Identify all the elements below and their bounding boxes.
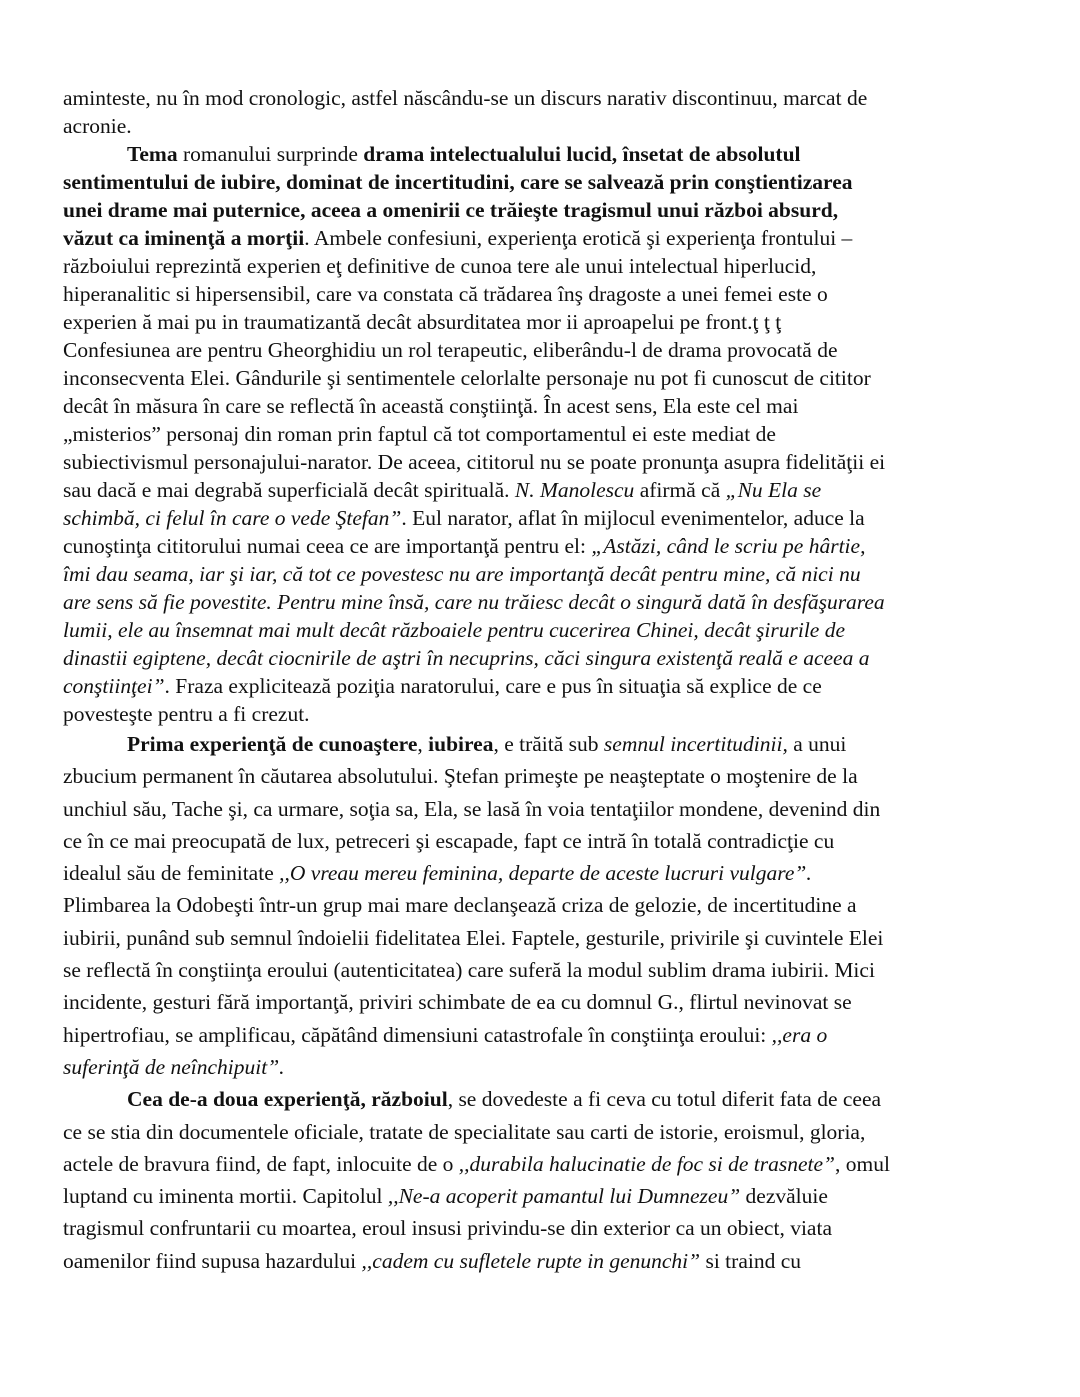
bold-run: Cea de-a doua experienţă, războiul — [127, 1087, 448, 1112]
italic-run: schimbă, ci felul în care o vede Ştefan” — [63, 506, 402, 530]
text-run: aminteste, nu în mod cronologic, astfel născându-se un discurs narativ discontinuu, marcat de — [63, 86, 868, 110]
text-run: afirmă că — [634, 478, 726, 502]
text-line — [63, 760, 1018, 792]
text-run: dezvăluie — [740, 1184, 828, 1209]
italic-run: are sens să fie povestite. Pentru mine însă, care nu trăiesc decât o singură dată în desfăşurarea — [63, 590, 885, 614]
text-run: „misterios” personaj din roman prin faptul că tot comportamentul ei este mediat de — [63, 422, 776, 446]
text-line — [63, 364, 1018, 392]
text-line — [63, 889, 1018, 921]
text-run: romanului surprinde — [177, 142, 364, 166]
text-line — [63, 825, 1018, 857]
text-line — [63, 308, 1018, 336]
text-line — [63, 986, 1018, 1018]
text-run: subiectivismul personajului-narator. De aceea, cititorul nu se poate pronunţa asupra fidelităţii ei — [63, 450, 886, 474]
text-run: actele de bravura fiind, de fapt, inlocuite de o — [63, 1151, 459, 1176]
text-line — [63, 252, 1018, 280]
italic-run: ,,cadem cu sufletele rupte in genunchi” — [361, 1248, 701, 1273]
text-line — [63, 560, 1018, 588]
paragraph-intro — [63, 84, 1018, 140]
document-page — [63, 84, 1018, 1277]
text-run: . Eul narator, aflat în mijlocul evenimentelor, aduce la — [401, 506, 865, 530]
text-run: incidente, gesturi fără importanţă, priviri schimbate de ea cu domnul G., flirtul nevinovat se — [63, 990, 852, 1015]
text-run: unchiul său, Tache şi, ca urmare, soţia sa, Ela, se lasă în voia tentaţiilor mondene, devenind din — [63, 796, 881, 821]
text-run: sau dacă e mai degrabă superficială decât spirituală. — [63, 478, 515, 502]
text-line — [63, 588, 1018, 616]
bold-run: văzut ca iminenţă a morţii — [63, 226, 305, 250]
text-run: , se dovedeste a fi ceva cu totul diferit fata de ceea — [447, 1087, 882, 1112]
text-run: , e trăită sub — [493, 732, 604, 756]
text-run: povesteşte pentru a fi crezut. — [63, 702, 310, 726]
text-line — [63, 1212, 1018, 1244]
text-line — [63, 420, 1018, 448]
italic-run: lumii, ele au însemnat mai mult decât războaiele pentru cucerirea Chinei, decât şirurile de — [63, 618, 846, 642]
text-run: inconsecventa Elei. Gândurile şi sentimentele celorlalte personaje nu pot fi cunoscut de cititor — [63, 366, 871, 390]
text-run: si traind cu — [700, 1248, 802, 1273]
text-line — [63, 644, 1018, 672]
text-line — [63, 532, 1018, 560]
text-line — [63, 922, 1018, 954]
text-line — [63, 448, 1018, 476]
paragraph-a-doua-experienta — [63, 1083, 1018, 1277]
text-run: a unui — [787, 732, 847, 756]
text-line — [63, 336, 1018, 364]
text-run: idealul său de feminitate — [63, 861, 280, 886]
text-line — [63, 728, 1018, 760]
bold-run: unei drame mai puternice, aceea a omenirii ce trăieşte tragismul unui război absurd, — [63, 198, 839, 222]
text-line — [63, 1083, 1018, 1115]
italic-run: ,,era o — [771, 1022, 828, 1047]
text-run: tragismul confruntarii cu moartea, eroul insusi privindu-se din exterior ca un obiect, viata — [63, 1216, 832, 1241]
text-run: . Fraza explicitează poziţia naratorului, care e pus în situaţia să explice de ce — [164, 674, 822, 698]
italic-run: ,,durabila halucinatie de foc si de trasnete” — [458, 1151, 836, 1176]
text-run: războiului reprezintă experien eţ definitive de cunoa tere ale unui intelectual hiperlucid, — [63, 254, 817, 278]
text-run: acronie. — [63, 114, 132, 138]
text-run: . Ambele confesiuni, experienţa erotică şi experienţa frontului – — [304, 226, 853, 250]
bold-run: iubirea — [428, 732, 494, 756]
italic-run: „Astăzi, când le scriu pe hârtie, — [591, 534, 866, 558]
text-run: se reflectă în conştiinţa eroului (autenticitatea) care suferă la modul sublim drama iubirii. Mici — [63, 958, 875, 983]
text-line — [63, 224, 1018, 252]
text-line — [63, 280, 1018, 308]
text-line — [63, 476, 1018, 504]
italic-run: îmi dau seama, iar şi iar, că tot ce povestesc nu are importanţă decât pentru mine, că nici nu — [63, 562, 861, 586]
text-run: oamenilor fiind supusa hazardului — [63, 1248, 362, 1273]
bold-run: drama intelectualului lucid, însetat de absolutul — [363, 142, 801, 166]
text-line — [63, 1245, 1018, 1277]
text-run: decât în măsura în care se reflectă în această conştiinţă. În acest sens, Ela este cel mai — [63, 394, 799, 418]
text-run: Plimbarea la Odobeşti într-un grup mai mare declanşează criza de gelozie, de incertitudine a — [63, 893, 857, 918]
text-line — [63, 504, 1018, 532]
text-line — [63, 196, 1018, 224]
text-line — [63, 1148, 1018, 1180]
italic-run: ,,Ne-a acoperit pamantul lui Dumnezeu” — [387, 1184, 741, 1209]
bold-run: sentimentului de iubire, dominat de incertitudini, care se salvează prin conştientizarea — [63, 170, 853, 194]
italic-run: „Nu Ela se — [725, 478, 822, 502]
paragraph-tema — [63, 140, 1018, 728]
italic-run: dinastii egiptene, decât ciocnirile de aştri în necuprins, căci singura existenţă reală e aceea a — [63, 646, 870, 670]
italic-run: suferinţă de neînchipuit”. — [63, 1054, 285, 1079]
text-run: cunoştinţa cititorului numai ceea ce are importanţă pentru el: — [63, 534, 592, 558]
text-run: , — [417, 732, 429, 756]
text-run: experien ă mai pu in traumatizantă decât absurditatea mor ii aproapelui pe front.ţ ţ ţ — [63, 310, 782, 334]
text-line — [63, 112, 1018, 140]
text-line — [63, 672, 1018, 700]
italic-run: semnul incertitudinii, — [603, 732, 788, 756]
text-run: hiperanalitic si hipersensibil, care va constata că trădarea înş dragoste a unei femei este o — [63, 282, 828, 306]
text-run: , omul — [835, 1151, 890, 1176]
text-line — [63, 793, 1018, 825]
bold-run: Tema — [127, 142, 178, 166]
text-line — [63, 616, 1018, 644]
italic-run: ,,O vreau mereu feminina, departe de aceste lucruri vulgare”. — [279, 861, 812, 886]
text-run: iubirii, punând sub semnul îndoielii fidelitatea Elei. Faptele, gesturile, privirile şi cuvintele Elei — [63, 925, 884, 950]
text-run: Confesiunea are pentru Gheorghidiu un rol terapeutic, eliberându-l de drama provocată de — [63, 338, 838, 362]
text-run: ce în ce mai preocupată de lux, petreceri şi escapade, fapt ce intră în totală contradicţie cu — [63, 828, 835, 853]
text-line — [63, 1051, 1018, 1083]
text-run: zbucium permanent în căutarea absolutului. Ştefan primeşte pe neaşteptate o moştenire de la — [63, 764, 858, 789]
text-line — [63, 140, 1018, 168]
text-line — [63, 1019, 1018, 1051]
text-line — [63, 392, 1018, 420]
italic-run: N. Manolescu — [514, 478, 635, 502]
text-run: ce se stia din documentele oficiale, tratate de specialitate sau carti de istorie, eroismul, gloria, — [63, 1119, 866, 1144]
text-line — [63, 84, 1018, 112]
text-run: luptand cu iminenta mortii. Capitolul — [63, 1184, 388, 1209]
text-line — [63, 1116, 1018, 1148]
text-line — [63, 857, 1018, 889]
text-line — [63, 1180, 1018, 1212]
text-line — [63, 954, 1018, 986]
text-line — [63, 700, 1018, 728]
text-run: hipertrofiau, se amplificau, căpătând dimensiuni catastrofale în conştiinţa eroului: — [63, 1022, 772, 1047]
text-line — [63, 168, 1018, 196]
italic-run: conştiinţei” — [63, 674, 165, 698]
bold-run: Prima experienţă de cunoaştere — [127, 732, 418, 756]
paragraph-prima-experienta — [63, 728, 1018, 1083]
